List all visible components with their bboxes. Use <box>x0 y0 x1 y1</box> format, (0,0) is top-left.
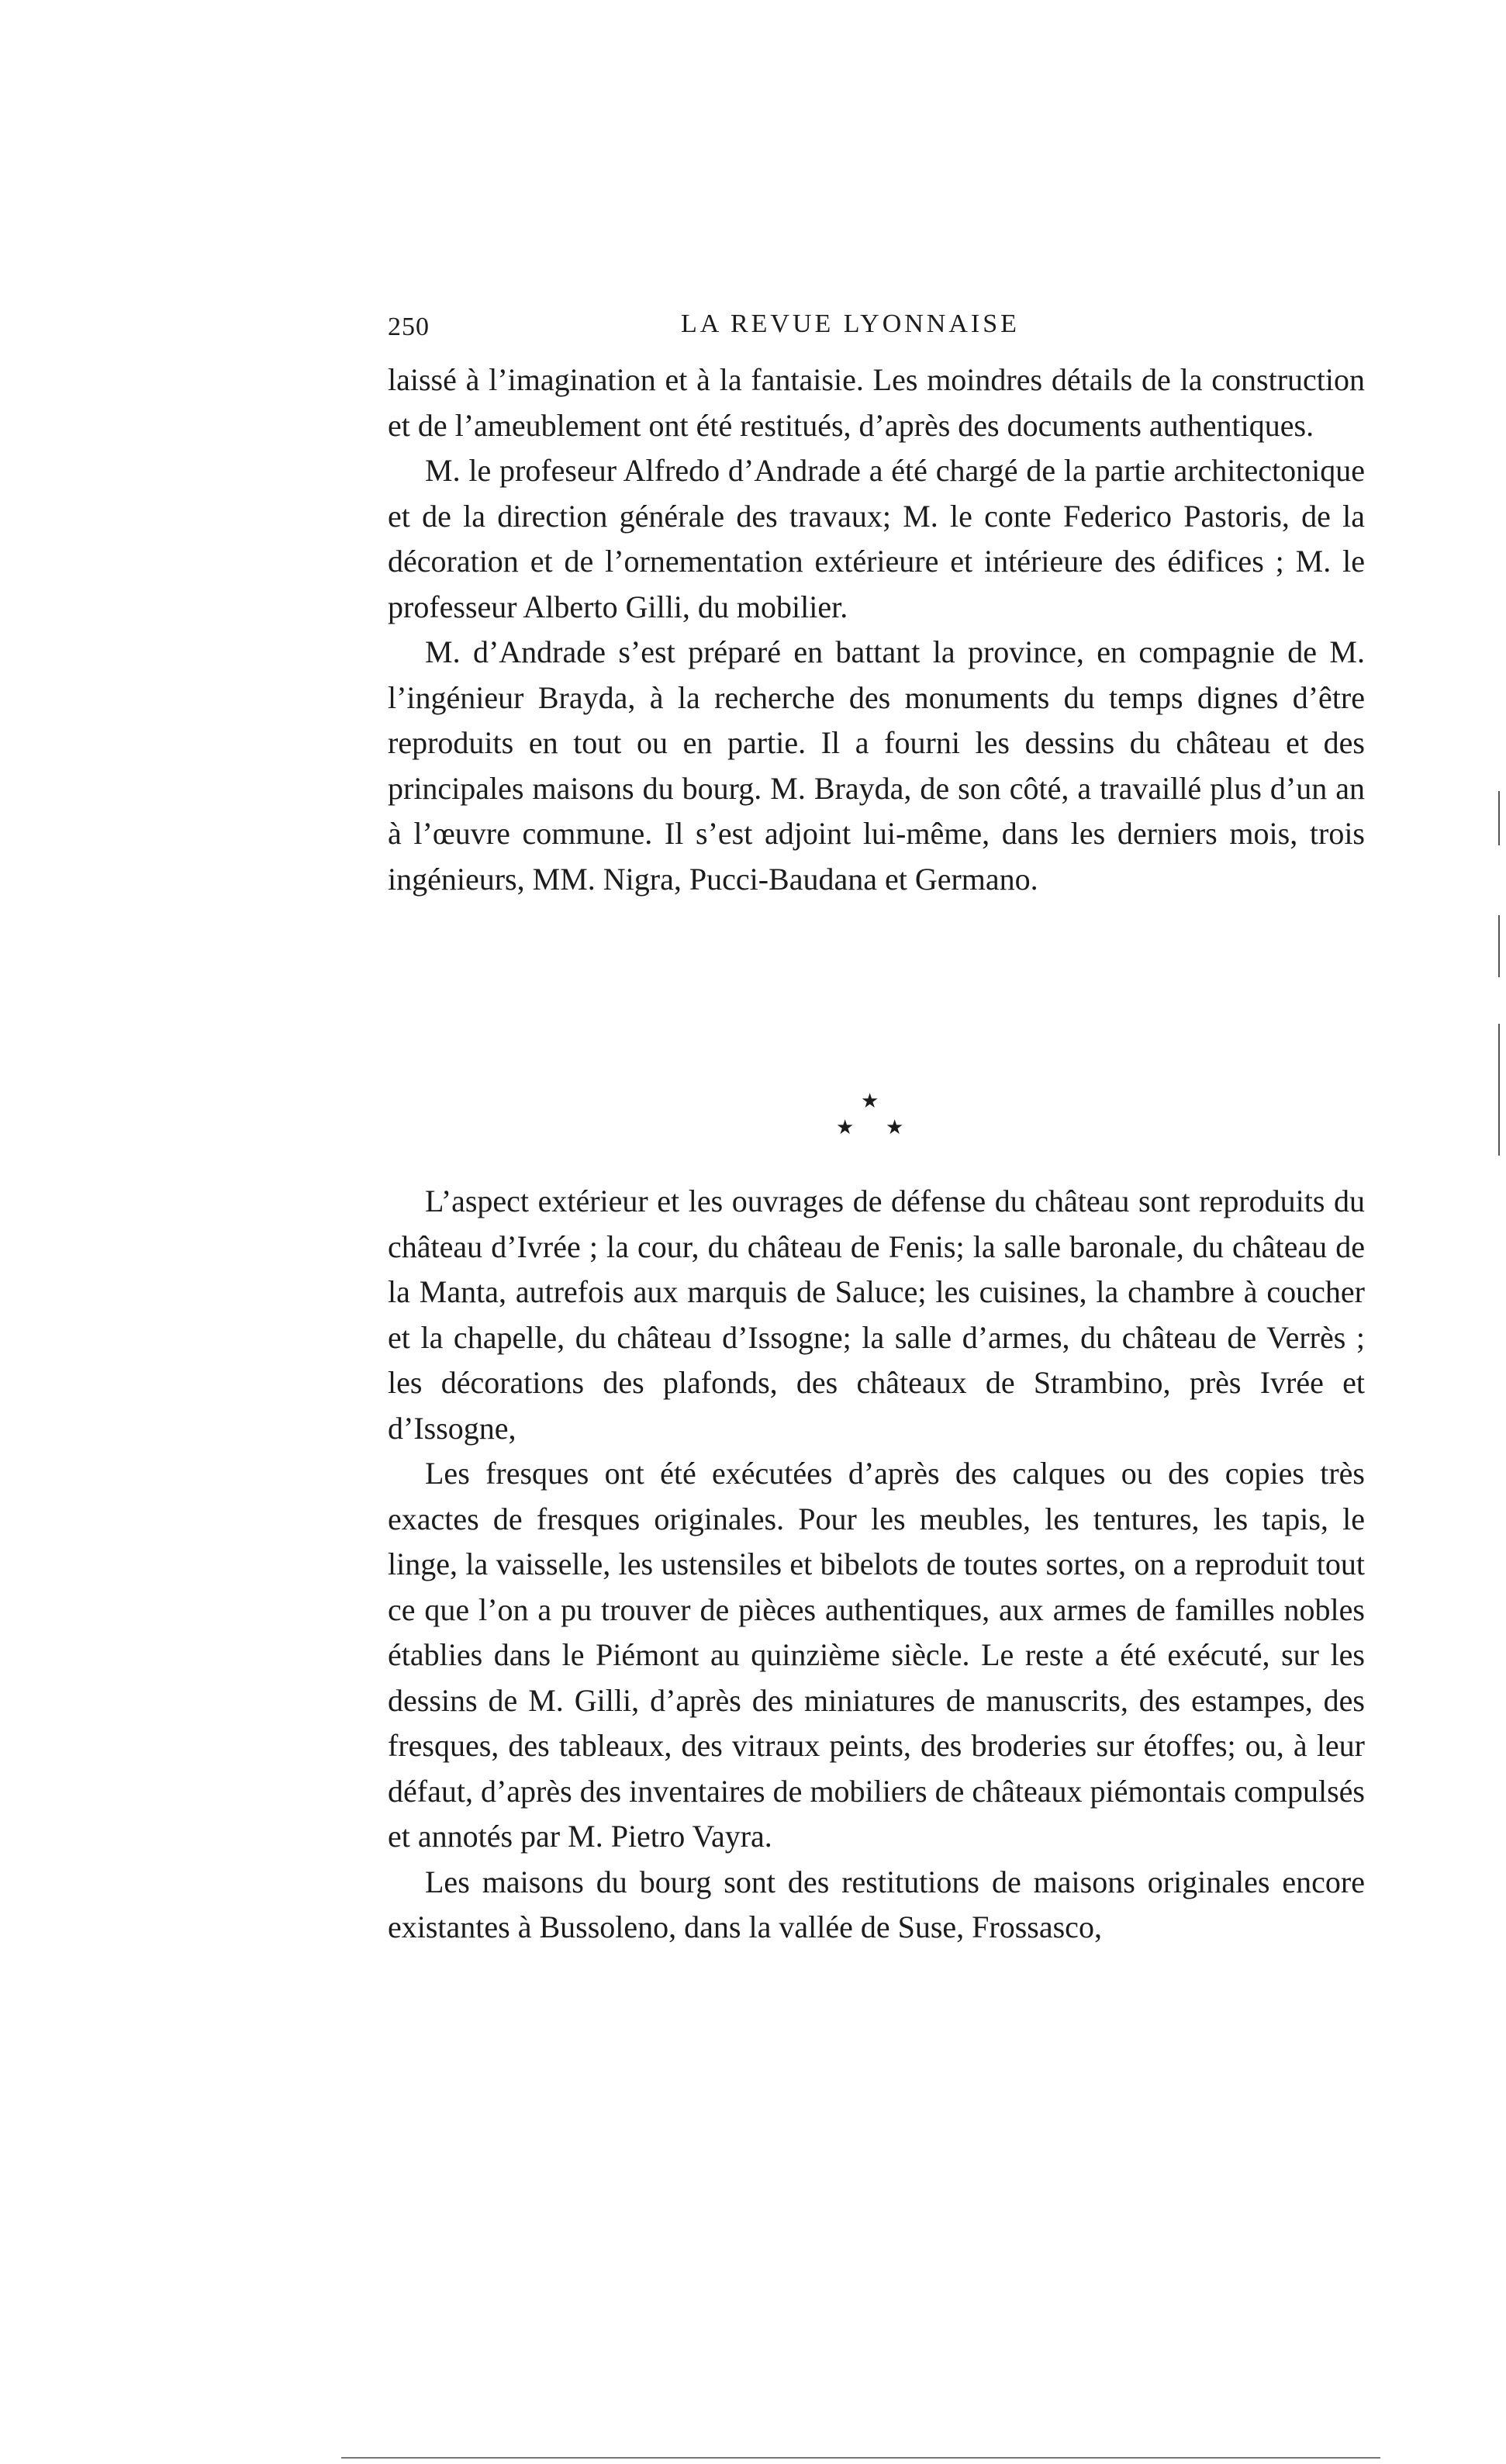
scan-bottom-edge <box>341 2457 1380 2459</box>
text-section-1 <box>388 358 1365 902</box>
scan-edge-mark <box>1498 791 1500 845</box>
paragraph-frescoes-furniture: Les fresques ont été exécutées d’après des calques ou des copies très exactes de fresques originales. Pour les meubles, les tentures, les tapis, le linge, la vaisselle, les ustensiles et bibelots de toutes sortes, on a reproduit tout ce que l’on a pu trouver de pièces authentiques, aux armes de familles nobles établies dans le Piémont au quinzième siècle. Le reste a été exécuté, sur les dessins de M. Gilli, d’après des miniatures de manuscrits, des estampes, des fresques, des tableaux, des vitraux peints, des broderies sur étoffes; ou, à leur défaut, d’après des inventaires de mobiliers de châteaux piémontais compulsés et annotés par M. Pietro Vayra. <box>388 1456 1365 1854</box>
paragraph-castle-sources: L’aspect extérieur et les ouvrages de défense du château sont reproduits du château d’Ivrée ; la cour, du château de Fenis; la salle baronale, du château de la Manta, autrefois aux marquis de Saluce; les cuisines, la chambre à coucher et la chapelle, du château d’Issogne; la salle d’armes, du château de Verrès ; les décorations des plafonds, des châteaux de Strambino, près Ivrée et d’Issogne, <box>388 1184 1365 1446</box>
paragraph-andrade-brayda: M. d’Andrade s’est préparé en battant la province, en compagnie de M. l’ingénieur Brayda, à la recherche des monuments du temps dignes d’être reproduits en tout ou en partie. Il a fourni les dessins du château et des principales maisons du bourg. M. Brayda, de son côté, a travaillé plus d’un an à l’œuvre commune. Il s’est adjoint lui-même, dans les derniers mois, trois ingénieurs, MM. Nigra, Pucci-Baudana et Germano. <box>388 634 1365 897</box>
star-icon: ★ <box>886 1116 904 1139</box>
paragraph-village-houses: Les maisons du bourg sont des restitutions de maisons originales encore existantes à Bussoleno, dans la vallée de Suse, Frossasco, <box>388 1864 1365 1944</box>
page-number: 250 <box>388 313 430 341</box>
paragraph-collaborators: M. le profeseur Alfredo d’Andrade a été chargé de la partie architectonique et de la direction générale des travaux; M. le conte Federico Pastoris, de la décoration et de l’ornementation extérieure et intérieure des édifices ; M. le professeur Alberto Gilli, du mobilier. <box>388 453 1365 624</box>
star-icon: ★ <box>836 1116 855 1139</box>
journal-title: LA REVUE LYONNAISE <box>681 309 1020 338</box>
scan-edge-mark <box>1498 1024 1500 1156</box>
section-separator-asterism <box>830 1090 907 1152</box>
paragraph-continuation: laissé à l’imagination et à la fantaisie. Les moindres détails de la construction et de l’ameublement ont été restitués, d’après des documents authentiques. <box>388 362 1365 443</box>
scan-edge-mark <box>1498 915 1500 977</box>
star-icon: ★ <box>861 1090 879 1112</box>
running-head <box>388 306 1365 353</box>
text-section-2 <box>388 1179 1365 1951</box>
